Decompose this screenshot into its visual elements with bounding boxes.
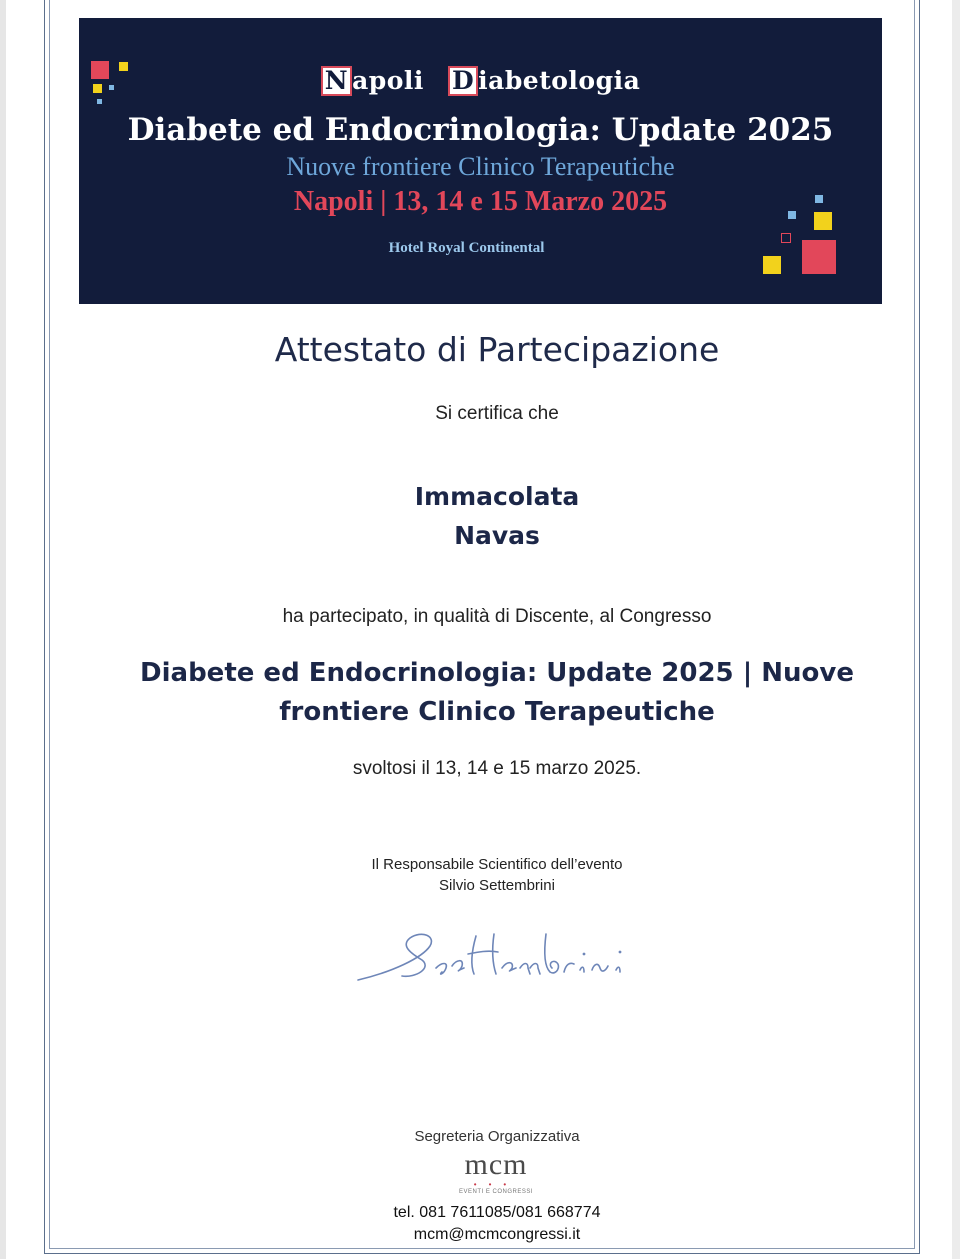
- organizer-email[interactable]: mcm@mcmcongressi.it: [413, 1226, 581, 1243]
- logo-subtitle: EVENTI E CONGRESSI: [458, 1189, 533, 1195]
- logo-dots: •••: [473, 1180, 519, 1189]
- brand-word-napoli: N apoli: [321, 66, 424, 95]
- brand-word-diabetologia: D iabetologia: [448, 66, 640, 95]
- organizer-label: Segreteria Organizzativa: [414, 1128, 580, 1145]
- banner-venue: Hotel Royal Continental: [388, 240, 545, 256]
- logo-text: mcm: [464, 1148, 528, 1181]
- banner-dates: Napoli | 13, 14 e 15 Marzo 2025: [293, 186, 668, 217]
- participant-first-name: Immacolata: [414, 482, 580, 511]
- handwritten-signature: [352, 922, 642, 988]
- event-banner: [79, 18, 882, 304]
- decor-square-blue: [97, 99, 102, 104]
- banner-title: Diabete ed Endocrinologia: Update 2025: [127, 112, 834, 148]
- responsible-role: Il Responsabile Scientifico dell’evento: [371, 856, 623, 873]
- congress-name: Diabete ed Endocrinologia: Update 2025 | Nuove frontiere Clinico Terapeutiche: [140, 658, 854, 727]
- participation-text: ha partecipato, in qualità di Discente, al Congresso: [282, 606, 712, 627]
- scientific-responsible: [0, 854, 960, 896]
- organizer-phone: tel. 081 7611085/081 668774: [393, 1204, 601, 1221]
- certifies-text: Si certifica che: [435, 403, 559, 424]
- mcm-logo: [446, 1148, 546, 1200]
- responsible-name: Silvio Settembrini: [439, 877, 555, 894]
- page-edge-right: [952, 0, 960, 1259]
- decor-square-yellow: [763, 256, 781, 274]
- banner-subtitle: Nuove frontiere Clinico Terapeutiche: [286, 152, 675, 181]
- page-edge-left: [0, 0, 6, 1259]
- event-brand: [79, 66, 882, 96]
- congress-dates-text: svoltosi il 13, 14 e 15 marzo 2025.: [352, 758, 642, 779]
- participant-last-name: Navas: [454, 521, 540, 550]
- certificate-title: Attestato di Partecipazione: [274, 330, 720, 369]
